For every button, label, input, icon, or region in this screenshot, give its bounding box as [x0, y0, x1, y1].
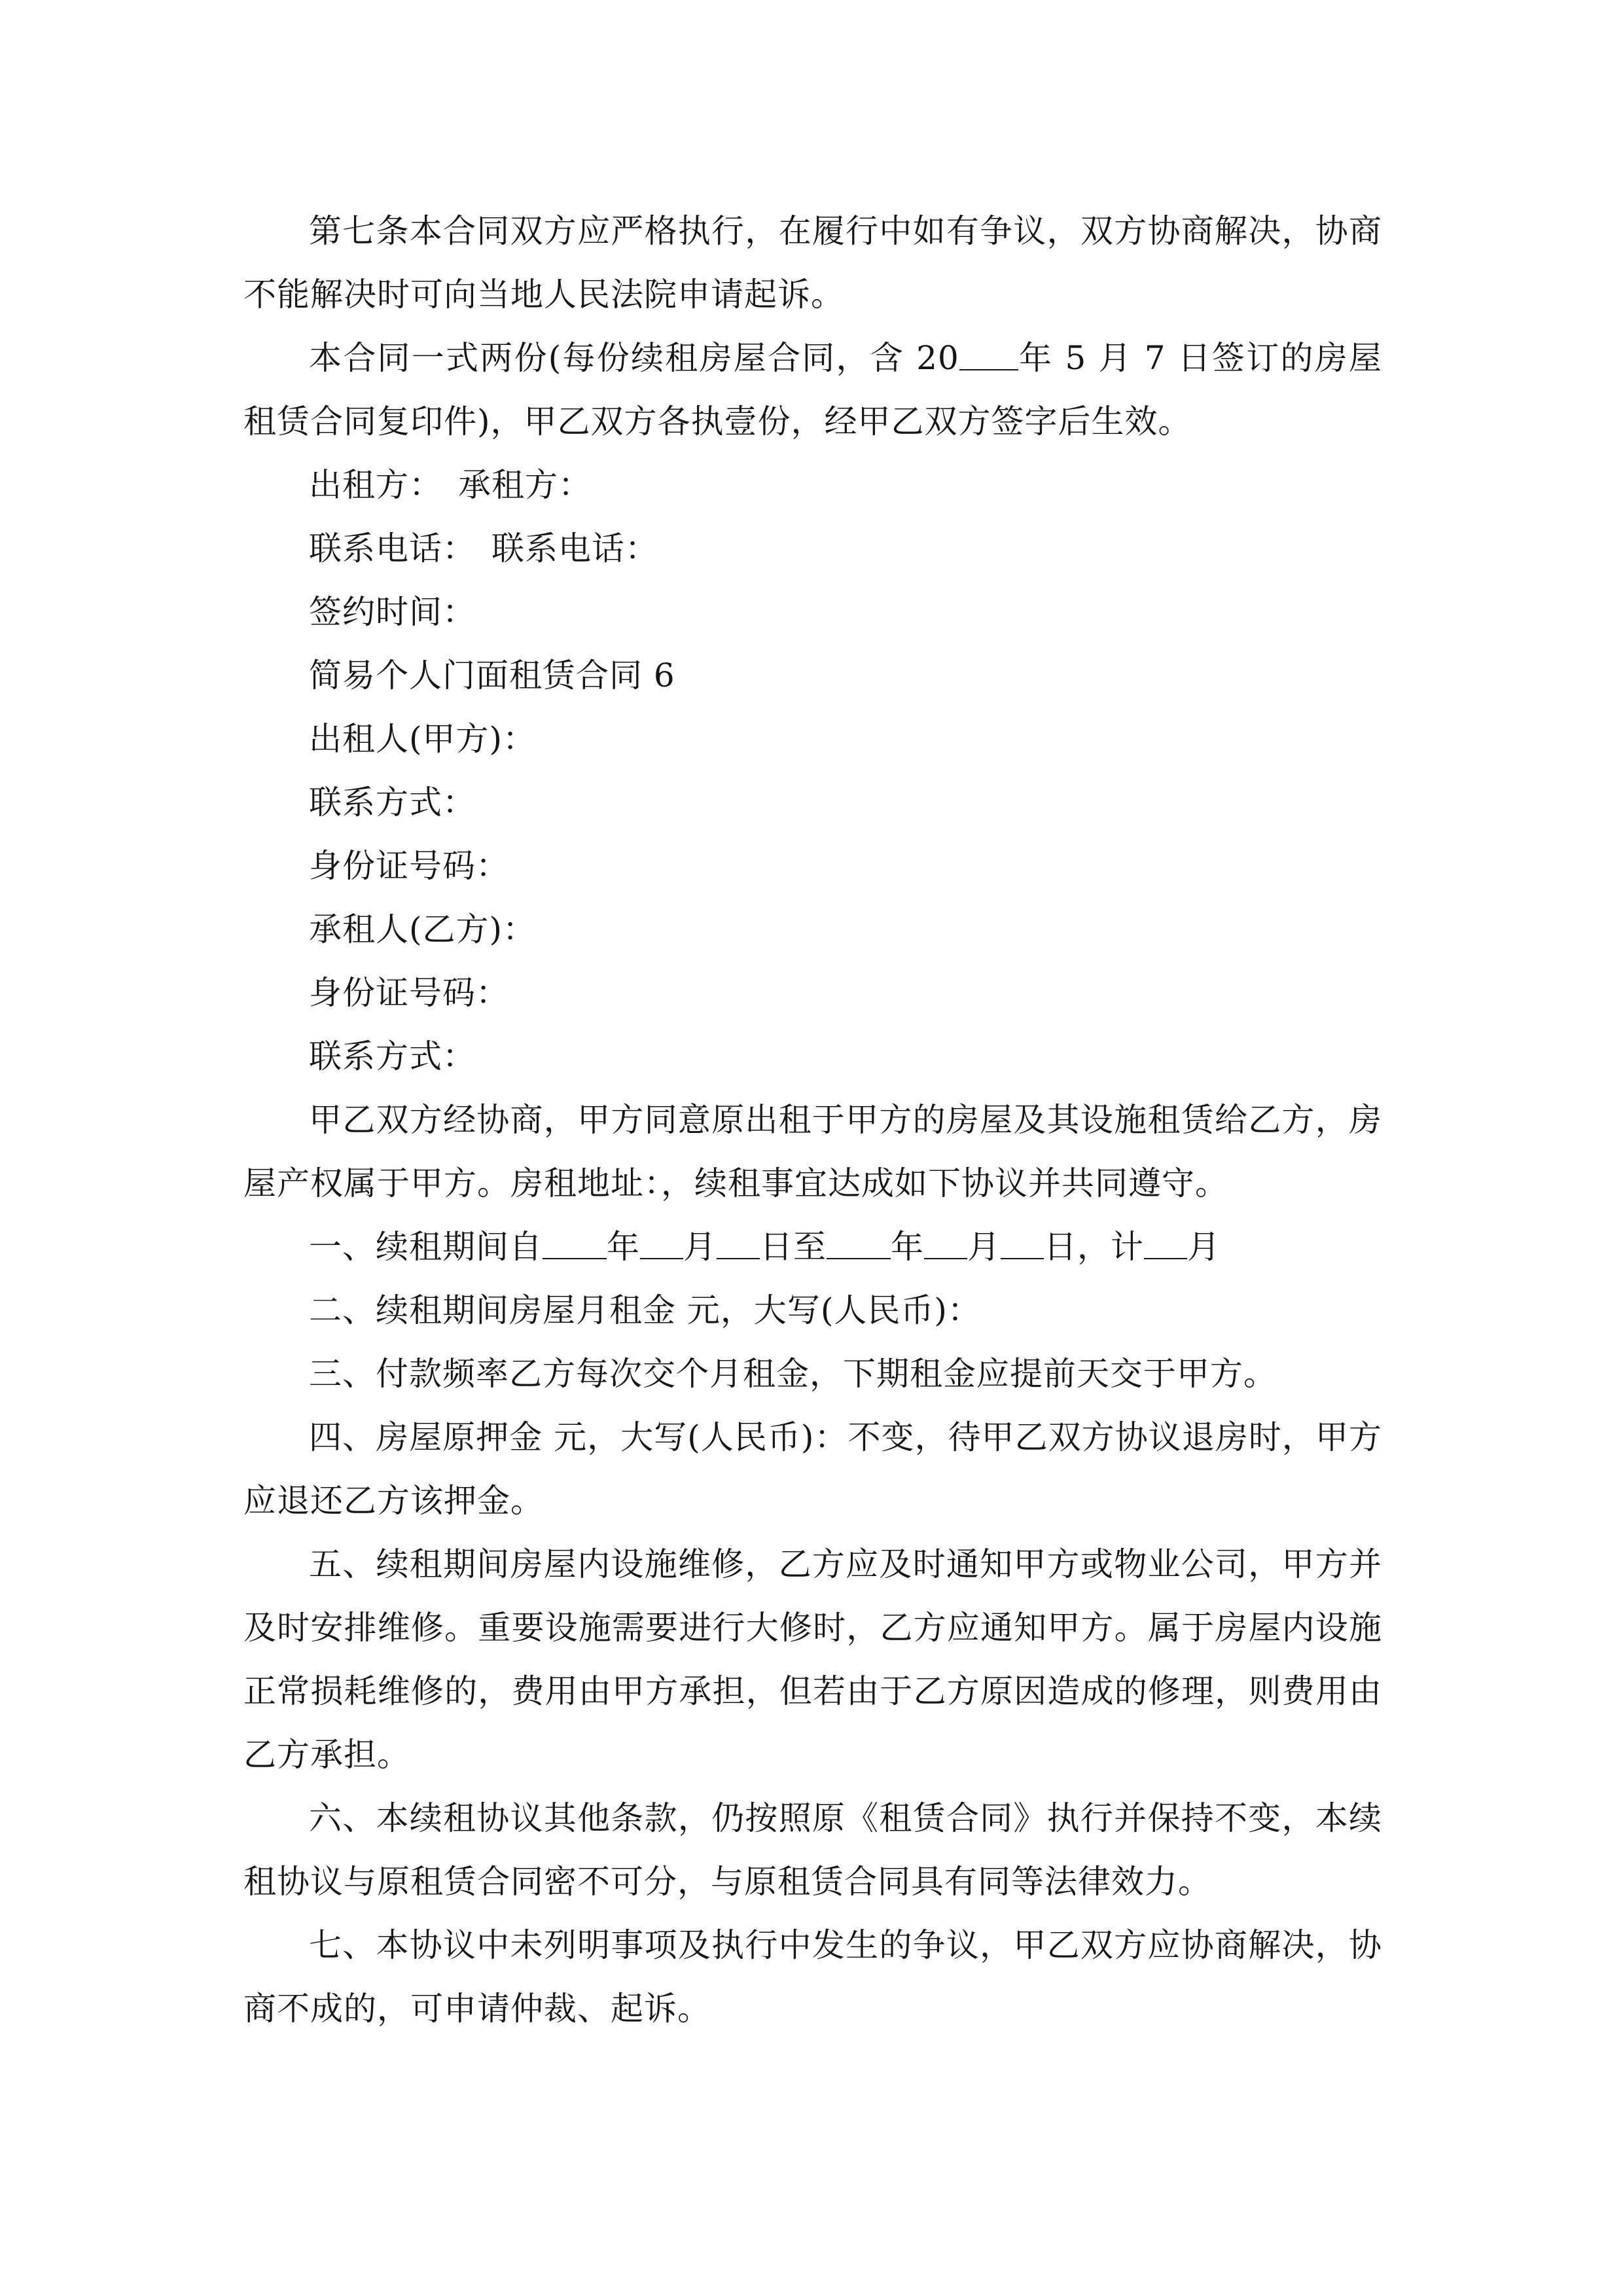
month-unit: 月 — [683, 1228, 717, 1266]
clause-one-text: 一、续租期间自 — [309, 1228, 543, 1266]
lessee-id-label: 身份证号码： — [309, 974, 509, 1012]
section-title: 简易个人门面租赁合同 6 — [309, 656, 675, 694]
clause-four-deposit: 四、房屋原押金 元，大写(人民币)：不变，待甲乙双方协议退房时，甲方应退还乙方该押金。 — [243, 1418, 1382, 1520]
clause-one-renewal-period — [243, 1215, 1382, 1279]
lessee-party-label: 承租人(乙方)： — [309, 910, 537, 948]
document-body — [243, 200, 1382, 2041]
lessee-label: 承租方： — [458, 466, 592, 504]
clause-five-maintenance: 五、续租期间房屋内设施维修，乙方应及时通知甲方或物业公司，甲方并及时安排维修。重要设施需要进行大修时，乙方应通知甲方。属于房屋内设施正常损耗维修的，费用由甲方承担，但若由于乙方原因造成的修理，则费用由乙方承担。 — [243, 1545, 1382, 1774]
day-to-unit: 日至 — [760, 1228, 827, 1266]
lessee-contact-label: 联系方式： — [309, 1037, 476, 1075]
clause-three-payment: 三、付款频率乙方每次交个月租金，下期租金应提前天交于甲方。 — [309, 1355, 1277, 1393]
lessor-label: 出租方： — [309, 466, 442, 504]
clause-two-monthly-rent: 二、续租期间房屋月租金 元，大写(人民币)： — [309, 1291, 981, 1329]
paragraph-parties — [243, 454, 1382, 517]
lessee-phone-label: 联系电话： — [491, 529, 658, 567]
clause-seven-disputes: 七、本协议中未列明事项及执行中发生的争议，甲乙双方应协商解决，协商不成的，可申请仲裁、起诉。 — [243, 1926, 1382, 2028]
start-day-blank — [717, 1232, 760, 1259]
year-blank — [959, 343, 1018, 370]
start-month-blank — [640, 1232, 683, 1259]
total-months-blank — [1144, 1232, 1187, 1259]
day-total-unit: 日，计 — [1044, 1228, 1144, 1266]
year-unit: 年 — [891, 1228, 924, 1266]
start-year-blank — [543, 1232, 607, 1259]
year-unit: 年 — [607, 1228, 640, 1266]
end-month-blank — [924, 1232, 967, 1259]
month-unit: 月 — [967, 1228, 1001, 1266]
lessor-id-label: 身份证号码： — [309, 847, 509, 885]
lessor-phone-label: 联系电话： — [309, 529, 476, 567]
lessor-party-label: 出租人(甲方)： — [309, 720, 537, 758]
end-day-blank — [1001, 1232, 1044, 1259]
paragraph-phones — [243, 517, 1382, 581]
paragraph-sign-date: 签约时间： — [309, 593, 476, 631]
lessor-contact-label: 联系方式： — [309, 783, 476, 821]
copies-text-start: 本合同一式两份(每份续租房屋合同，含 20 — [309, 339, 959, 377]
end-year-blank — [827, 1232, 891, 1259]
paragraph-copies — [243, 327, 1382, 454]
month-unit: 月 — [1187, 1228, 1221, 1266]
copies-text-end: 年 5 月 7 日签订的房屋租赁合同复印件)，甲乙双方各执壹份，经甲乙双方签字后生效。 — [243, 339, 1382, 440]
paragraph-article-seven: 第七条本合同双方应严格执行，在履行中如有争议，双方协商解决，协商不能解决时可向当地人民法院申请起诉。 — [243, 212, 1382, 314]
paragraph-agreement-intro: 甲乙双方经协商，甲方同意原出租于甲方的房屋及其设施租赁给乙方，房屋产权属于甲方。房租地址：，续租事宜达成如下协议并共同遵守。 — [243, 1101, 1382, 1202]
clause-six-other-terms: 六、本续租协议其他条款，仍按照原《租赁合同》执行并保持不变，本续租协议与原租赁合同密不可分，与原租赁合同具有同等法律效力。 — [243, 1799, 1382, 1901]
